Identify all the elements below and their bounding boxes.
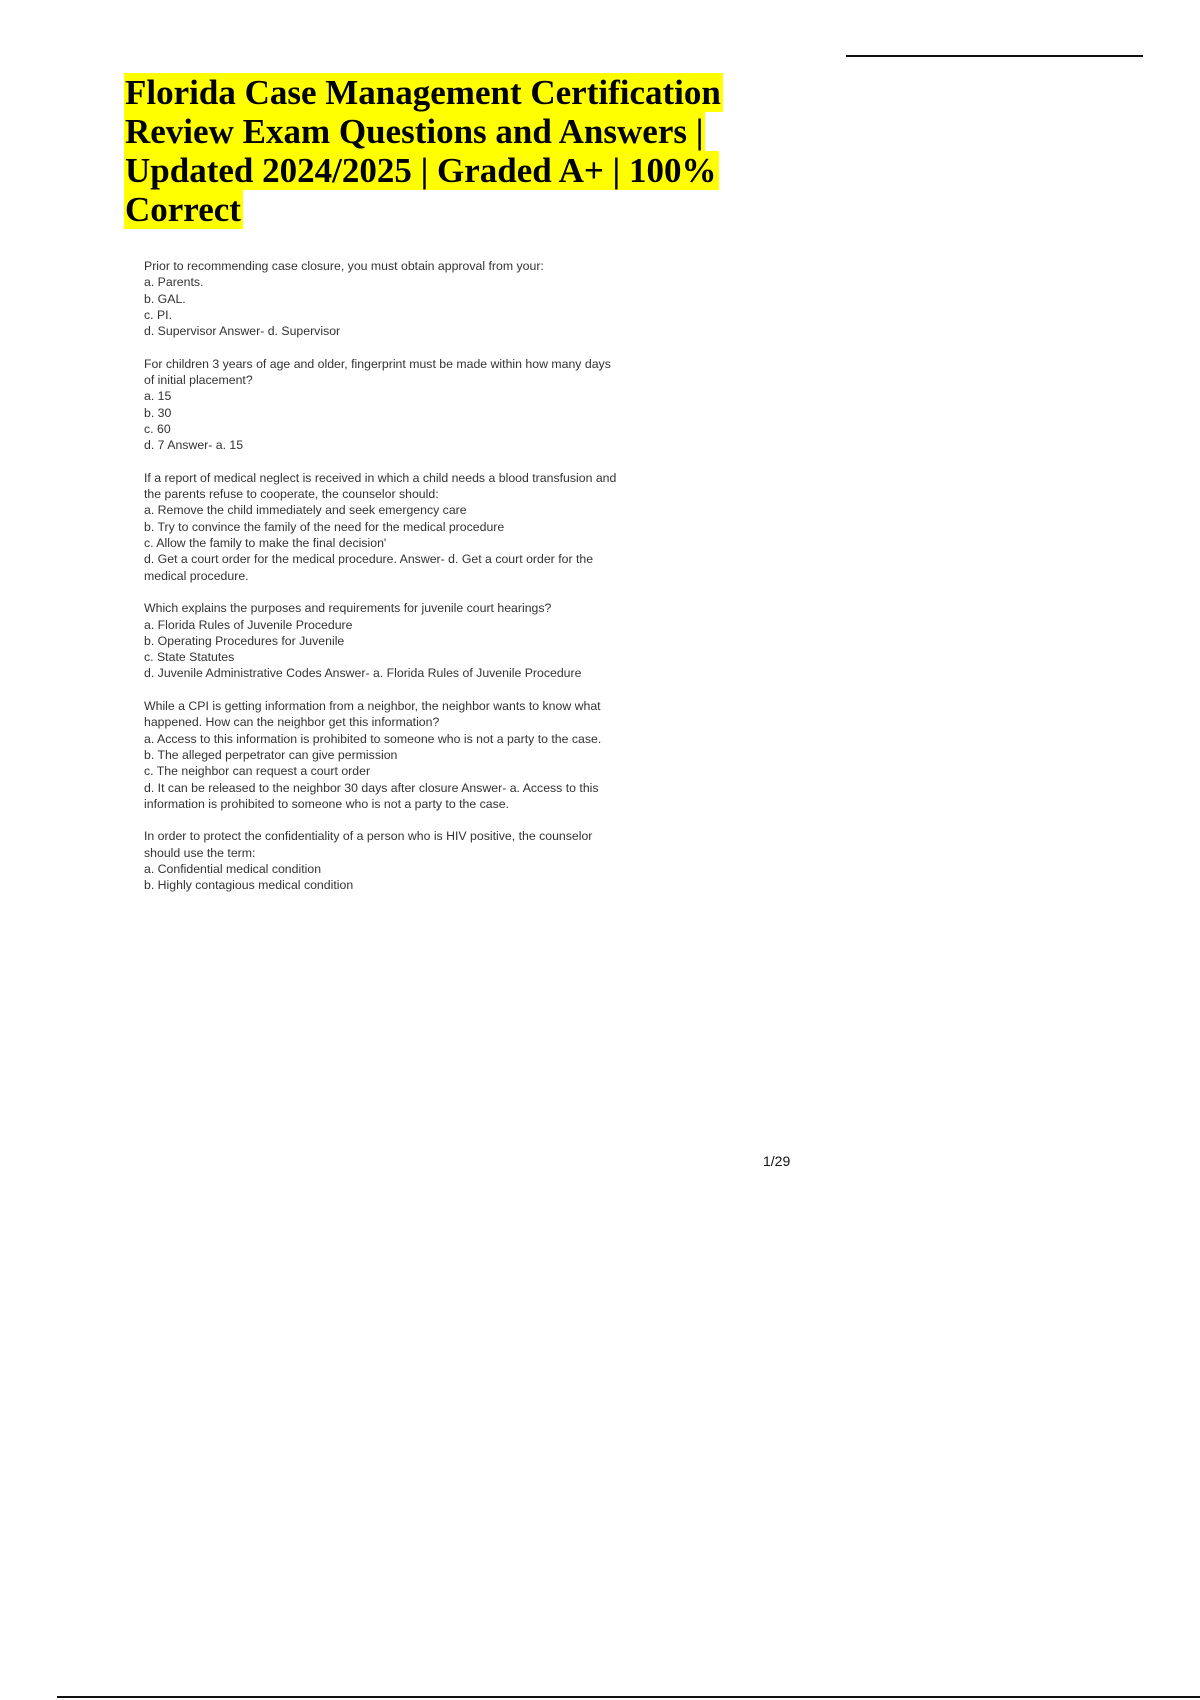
question-text: Prior to recommending case closure, you must obtain approval from your: <box>144 259 544 273</box>
answer-option: c. 60 <box>144 421 171 436</box>
document-title <box>124 73 764 229</box>
question-text: For children 3 years of age and older, fingerprint must be made within how many days <box>144 356 611 371</box>
question-item <box>144 828 704 893</box>
answer-option: a. Parents. <box>144 275 204 290</box>
answer-option: c. Allow the family to make the final decision' <box>144 536 387 551</box>
answer-option: information is prohibited to someone who is not a party to the case. <box>144 796 510 811</box>
question-text: the parents refuse to cooperate, the counselor should: <box>144 487 439 502</box>
question-text: happened. How can the neighbor get this information? <box>144 715 440 730</box>
answer-option: a. Access to this information is prohibited to someone who is not a party to the case. <box>144 731 602 746</box>
title-line: Updated 2024/2025 | Graded A+ | 100% <box>125 151 717 190</box>
header-rule <box>846 55 1143 57</box>
question-item <box>144 698 704 812</box>
question-item <box>144 470 704 584</box>
question-text: In order to protect the confidentiality of a person who is HIV positive, the counselor <box>144 829 593 844</box>
answer-option: c. PI. <box>144 307 173 322</box>
answer-option: a. 15 <box>144 389 172 404</box>
answer-option: a. Confidential medical condition <box>144 861 322 876</box>
question-text: of initial placement? <box>144 373 253 388</box>
answer-option: b. Try to convince the family of the need for the medical procedure <box>144 519 505 534</box>
title-line: Review Exam Questions and Answers | <box>125 112 704 151</box>
answer-option: d. Juvenile Administrative Codes Answer- a. Florida Rules of Juvenile Procedure <box>144 666 582 681</box>
question-text: Which explains the purposes and requirements for juvenile court hearings? <box>144 601 552 616</box>
answer-option: d. Get a court order for the medical procedure. Answer- d. Get a court order for the <box>144 552 594 567</box>
page-number: 1/29 <box>763 1153 791 1169</box>
question-text: should use the term: <box>144 845 256 860</box>
answer-option: d. 7 Answer- a. 15 <box>144 438 244 453</box>
question-item <box>144 258 704 339</box>
answer-option: b. The alleged perpetrator can give permission <box>144 747 398 762</box>
answer-option: b. Operating Procedures for Juvenile <box>144 633 345 648</box>
title-line: Florida Case Management Certification <box>125 73 721 112</box>
answer-option: d. It can be released to the neighbor 30 days after closure Answer- a. Access to this <box>144 780 599 795</box>
answer-option: b. 30 <box>144 405 172 420</box>
answer-option: b. Highly contagious medical condition <box>144 878 354 893</box>
question-text: If a report of medical neglect is received in which a child needs a blood transfusion and <box>144 470 617 485</box>
question-item <box>144 356 704 454</box>
answer-option: medical procedure. <box>144 568 249 583</box>
footer-rule <box>57 1696 1200 1698</box>
answer-option: a. Remove the child immediately and seek emergency care <box>144 503 467 518</box>
answer-option: b. GAL. <box>144 291 186 306</box>
question-text: While a CPI is getting information from a neighbor, the neighbor wants to know what <box>144 699 601 714</box>
title-line: Correct <box>125 190 241 229</box>
answer-option: a. Florida Rules of Juvenile Procedure <box>144 617 353 632</box>
answer-option: c. State Statutes <box>144 650 235 665</box>
answer-option: d. Supervisor Answer- d. Supervisor <box>144 324 341 339</box>
question-list <box>144 258 704 910</box>
question-item <box>144 600 704 681</box>
answer-option: c. The neighbor can request a court order <box>144 764 371 779</box>
